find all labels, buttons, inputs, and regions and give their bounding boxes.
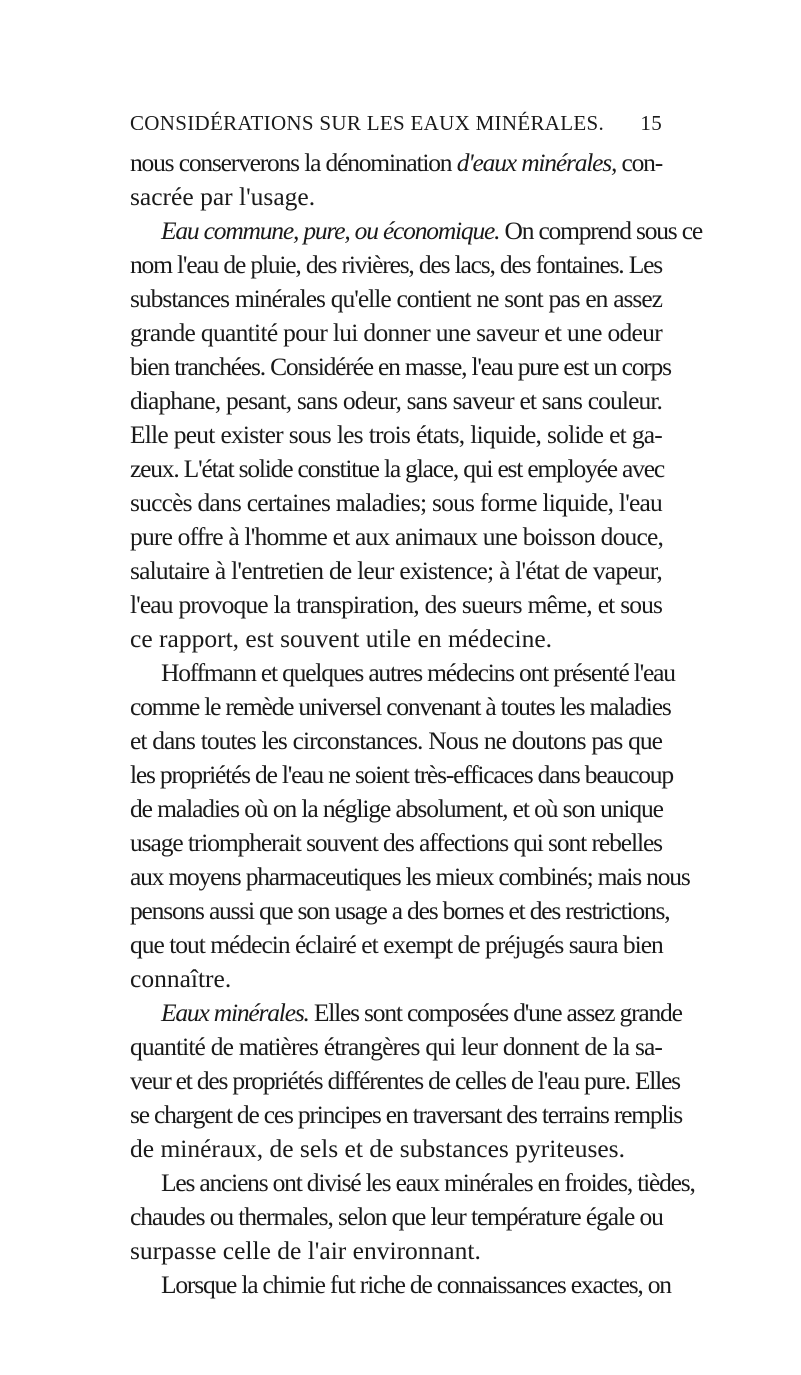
text-line: pure offre à l'homme et aux animaux une boisson douce, <box>130 522 664 551</box>
text-line: succès dans certaines maladies; sous forme liquide, l'eau <box>130 488 662 517</box>
text-line: nous conserverons la dénomination d'eaux minérales, con- <box>130 148 663 177</box>
page-number: 15 <box>640 111 662 135</box>
text-line: de maladies où on la néglige absolument, et où son unique <box>130 794 663 823</box>
text-line: l'eau provoque la transpiration, des sueurs même, et sous <box>130 590 662 619</box>
running-header <box>130 111 662 135</box>
text-line: que tout médecin éclairé et exempt de préjugés saura bien <box>130 930 663 959</box>
text-line: pensons aussi que son usage a des bornes et des restrictions, <box>130 896 670 925</box>
text-line: salutaire à l'entretien de leur existence; à l'état de vapeur, <box>130 556 662 585</box>
text-line: ce rapport, est souvent utile en médecine. <box>130 624 553 653</box>
text-line: se chargent de ces principes en traversant des terrains remplis <box>130 1100 682 1129</box>
text-line: veur et des propriétés différentes de celles de l'eau pure. Elles <box>130 1066 680 1095</box>
text-line: et dans toutes les circonstances. Nous ne doutons pas que <box>130 726 662 755</box>
text-line: Eaux minérales. Elles sont composées d'une assez grande <box>161 998 682 1027</box>
text-line: Elle peut exister sous les trois états, liquide, solide et ga- <box>130 420 662 449</box>
text-line: grande quantité pour lui donner une saveur et une odeur <box>130 318 662 347</box>
text-line: substances minérales qu'elle contient ne sont pas en assez <box>130 284 662 313</box>
text-line: nom l'eau de pluie, des rivières, des lacs, des fontaines. Les <box>130 250 662 279</box>
text-line: usage triompherait souvent des affections qui sont rebelles <box>130 828 662 857</box>
text-line: chaudes ou thermales, selon que leur température égale ou <box>130 1202 663 1231</box>
text-line: Les anciens ont divisé les eaux minérales en froides, tièdes, <box>161 1168 695 1197</box>
text-line: les propriétés de l'eau ne soient très-efficaces dans beaucoup <box>130 760 673 789</box>
text-line: diaphane, pesant, sans odeur, sans saveur et sans couleur. <box>130 386 662 415</box>
text-line: Hoffmann et quelques autres médecins ont présenté l'eau <box>161 658 675 687</box>
text-line: sacrée par l'usage. <box>130 182 316 211</box>
text-line: aux moyens pharmaceutiques les mieux combinés; mais nous <box>130 862 690 891</box>
text-line: comme le remède universel convenant à toutes les maladies <box>130 692 671 721</box>
text-line: zeux. L'état solide constitue la glace, qui est employée avec <box>130 454 664 483</box>
text-line: surpasse celle de l'air environnant. <box>130 1236 481 1265</box>
text-line: connaître. <box>130 964 232 993</box>
text-line: bien tranchées. Considérée en masse, l'eau pure est un corps <box>130 352 671 381</box>
text-line: de minéraux, de sels et de substances pyriteuses. <box>130 1134 625 1163</box>
text-line: Lorsque la chimie fut riche de connaissances exactes, on <box>161 1270 671 1299</box>
text-line: Eau commune, pure, ou économique. On comprend sous ce <box>161 216 702 245</box>
text-line: quantité de matières étrangères qui leur donnent de la sa- <box>130 1032 662 1061</box>
running-title: CONSIDÉRATIONS SUR LES EAUX MINÉRALES. <box>130 111 605 135</box>
